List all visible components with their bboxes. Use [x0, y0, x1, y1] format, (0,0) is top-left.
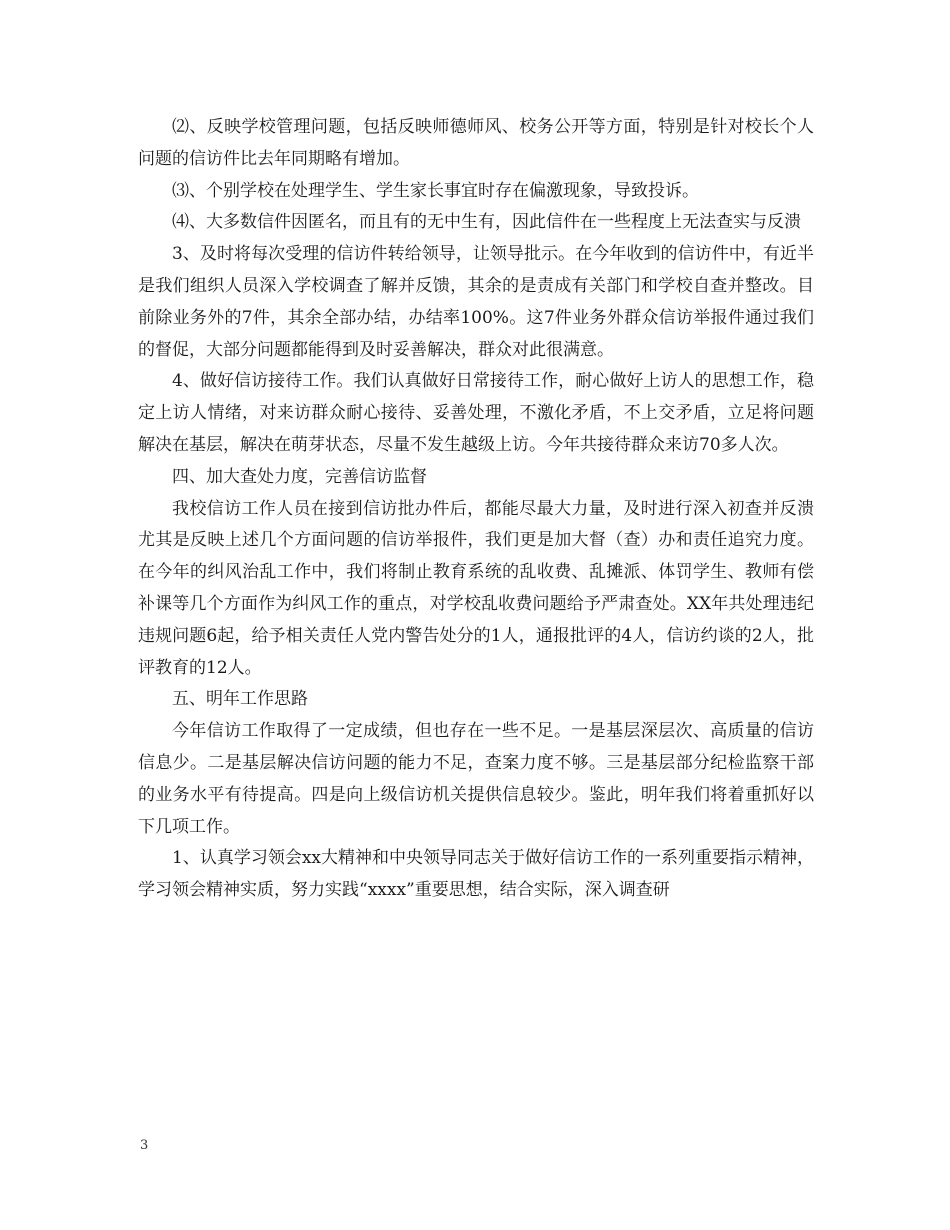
heading-section-five: 五、明年工作思路: [172, 689, 308, 710]
paragraph-parent-complaints: ⑶、个别学校在处理学生、学生家长事宜时存在偏激现象，导致投诉。: [172, 180, 699, 201]
paragraph-study-spirit: 1、认真学习领会xx大精神和中央领导同志关于做好信访工作的一系列重要指示精神，学习领会精神实质，努力实践“xxxx”重要思想，结合实际，深入调查研: [138, 848, 814, 901]
paragraph-reception-work: 4、做好信访接待工作。我们认真做好日常接待工作，耐心做好上访人的思想工作，稳定上访人情绪，对来访群众耐心接待、妥善处理，不激化矛盾，不上交矛盾，立足将问题解决在基层，解决在萌芽状态，尽量不发生越级上访。今年共接待群众来访70多人次。: [138, 371, 814, 455]
document-body: [138, 112, 814, 907]
paragraph-shortcomings: 今年信访工作取得了一定成绩，但也存在一些不足。一是基层深层次、高质量的信访信息少。二是基层解决信访问题的能力不足，查案力度不够。三是基层部分纪检监察干部的业务水平有待提高。四是向上级信访机关提供信息较少。鉴此，明年我们将着重抓好以下几项工作。: [138, 721, 814, 837]
paragraph-anonymous-letters: ⑷、大多数信件因匿名，而且有的无中生有，因此信件在一些程度上无法查实与反溃: [172, 212, 801, 233]
page-number: 3: [140, 1138, 149, 1153]
paragraph-management-issues: ⑵、反映学校管理问题，包括反映师德师风、校务公开等方面，特别是针对校长个人问题的信访件比去年同期略有增加。: [138, 117, 814, 169]
paragraph-investigation: 我校信访工作人员在接到信访批办件后，都能尽最大力量，及时进行深入初查并反溃尤其是反映上述几个方面问题的信访举报件，我们更是加大督（查）办和责任追究力度。在今年的纠风治乱工作中，我们将制止教育系统的乱收费、乱摊派、体罚学生、教师有偿补课等几个方面作为纠风工作的重点，对学校乱收费问题给予严肃查处。XX年共处理违纪违规问题6起，给予相关责任人党内警告处分的1人，通报批评的4人，信访约谈的2人，批评教育的12人。: [138, 498, 814, 678]
heading-section-four: 四、加大查处力度，完善信访监督: [172, 466, 427, 487]
paragraph-forward-to-leaders: 3、及时将每次受理的信访件转给领导，让领导批示。在今年收到的信访件中，有近半是我们组织人员深入学校调查了解并反馈，其余的是责成有关部门和学校自查并整改。目前除业务外的7件，其余全部办结，办结率100%。这7件业务外群众信访举报件通过我们的督促，大部分问题都能得到及时妥善解决，群众对此很满意。: [138, 244, 814, 360]
